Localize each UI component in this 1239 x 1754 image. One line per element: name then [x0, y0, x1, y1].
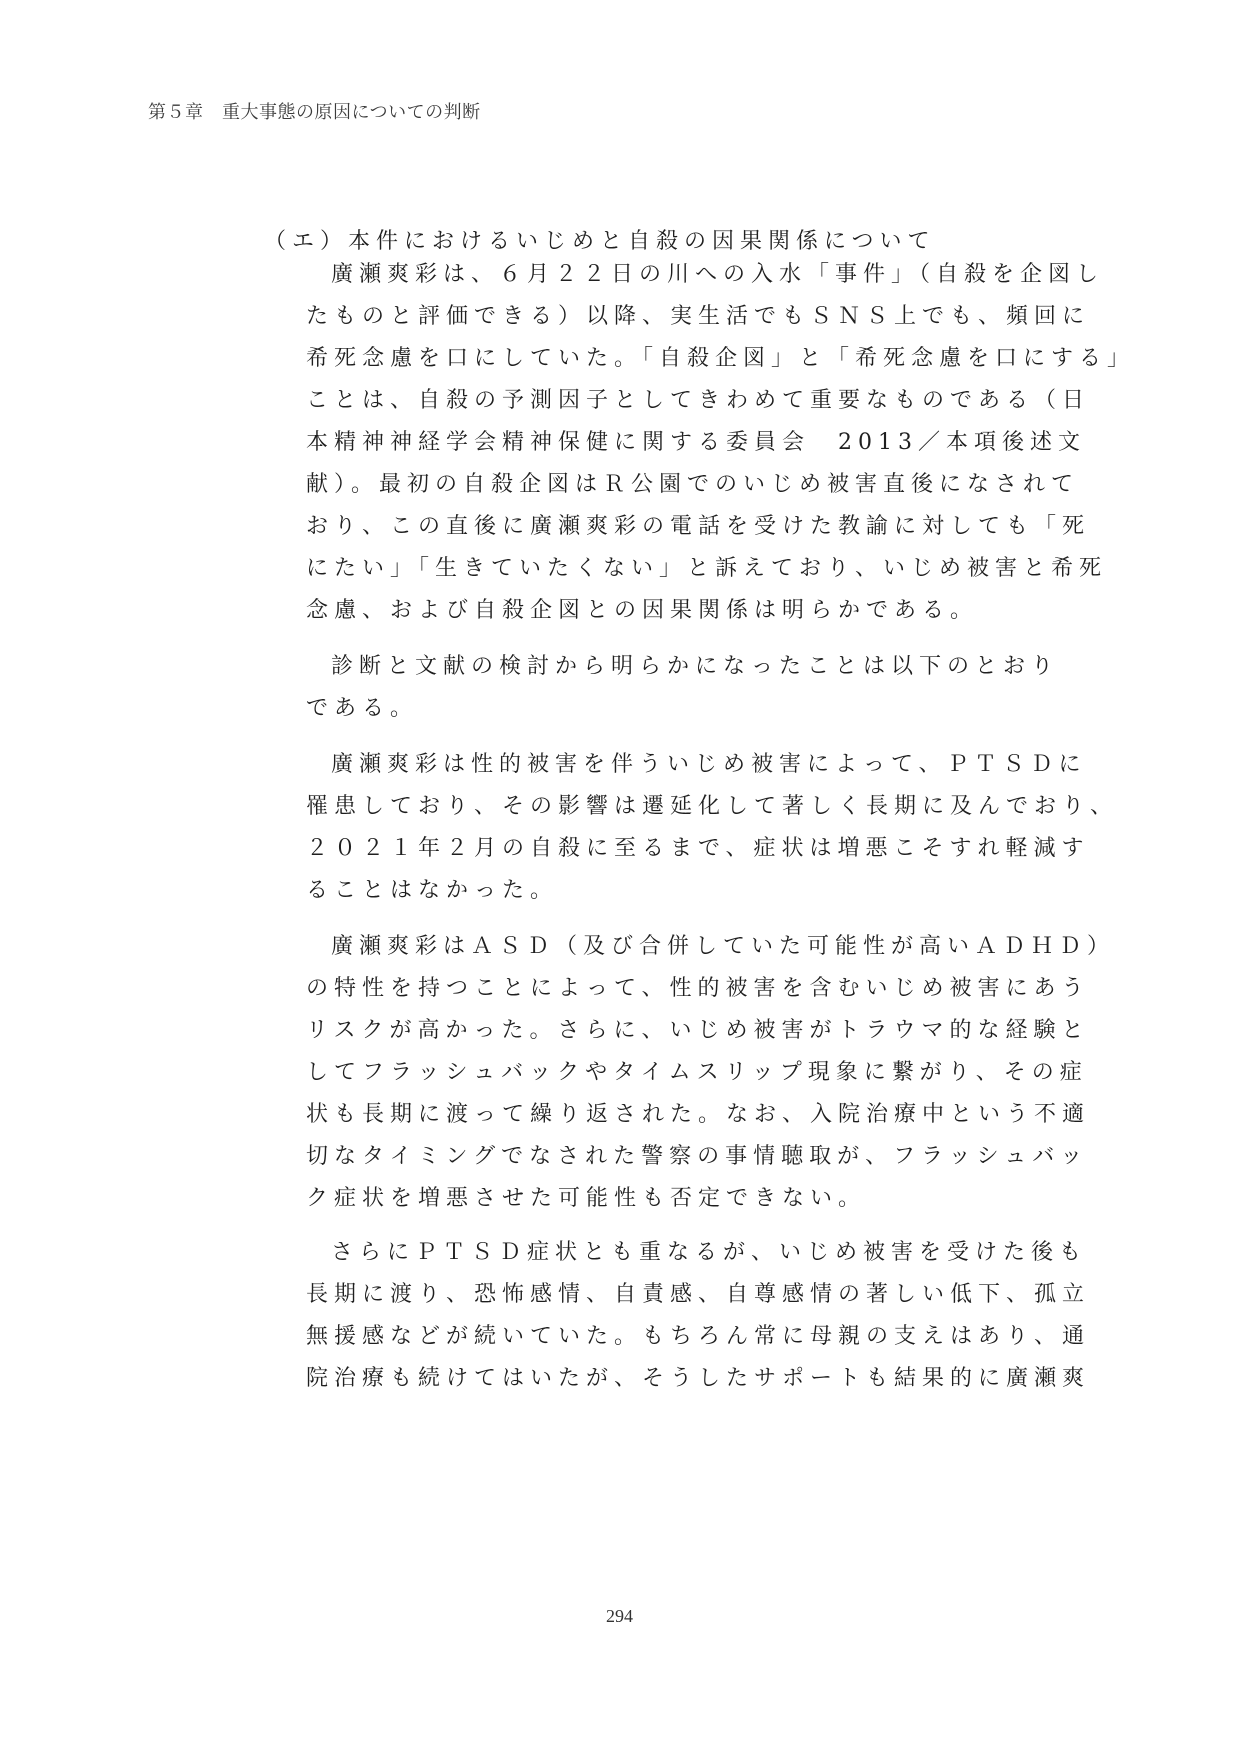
- paragraph-3-line-1: 廣瀬爽彩は性的被害を伴ういじめ被害によって、ＰＴＳＤに: [331, 752, 1087, 777]
- paragraph-1-line-9: 念慮、および自殺企図との因果関係は明らかである。: [306, 598, 979, 623]
- paragraph-4-line-5: 状も長期に渡って繰り返された。なお、入院治療中という不適: [306, 1102, 1091, 1127]
- paragraph-1-line-1: 廣瀬爽彩は、６月２２日の川への入水「事件」（自殺を企図し: [331, 262, 1105, 287]
- paragraph-4-line-2: の特性を持つことによって、性的被害を含むいじめ被害にあう: [306, 976, 1090, 1001]
- paragraph-4-line-7: ク症状を増悪させた可能性も否定できない。: [306, 1186, 867, 1211]
- paragraph-1-line-5: 本精神神経学会精神保健に関する委員会 2013／本項後述文: [306, 430, 1086, 455]
- paragraph-3-line-2: 罹患しており、その影響は遷延化して著しく長期に及んでおり、: [306, 794, 1119, 819]
- paragraph-1-line-2: たものと評価できる）以降、実生活でもＳＮＳ上でも、頻回に: [306, 304, 1091, 329]
- paragraph-1-line-8: にたい」「生きていたくない」と訴えており、いじめ被害と希死: [306, 556, 1108, 581]
- page-number: 294: [606, 1606, 633, 1626]
- paragraph-1-line-6: 献）。最初の自殺企図はＲ公園でのいじめ被害直後になされて: [306, 472, 1080, 497]
- paragraph-1-line-7: おり、この直後に廣瀬爽彩の電話を受けた教諭に対しても「死: [306, 514, 1091, 539]
- paragraph-4-line-1: 廣瀬爽彩はＡＳＤ（及び合併していた可能性が高いＡＤＨＤ）: [331, 934, 1116, 959]
- paragraph-4-line-6: 切なタイミングでなされた警察の事情聴取が、フラッシュバッ: [306, 1144, 1089, 1169]
- paragraph-1-line-3: 希死念慮を口にしていた。「自殺企図」と「希死念慮を口にする」: [306, 346, 1136, 371]
- paragraph-4-line-4: してフラッシュバックやタイムスリップ現象に繋がり、その症: [306, 1060, 1088, 1085]
- paragraph-2-line-1: 診断と文献の検討から明らかになったことは以下のとおり: [331, 654, 1060, 679]
- running-header: 第５章 重大事態の原因についての判断: [148, 102, 481, 123]
- paragraph-5-line-2: 長期に渡り、恐怖感情、自責感、自尊感情の著しい低下、孤立: [306, 1282, 1091, 1307]
- paragraph-5-line-1: さらにＰＴＳＤ症状とも重なるが、いじめ被害を受けた後も: [331, 1240, 1088, 1265]
- paragraph-2-line-2: である。: [306, 696, 419, 721]
- paragraph-1-line-4: ことは、自殺の予測因子としてきわめて重要なものである（日: [306, 388, 1091, 413]
- paragraph-5-line-4: 院治療も続けてはいたが、そうしたサポートも結果的に廣瀬爽: [306, 1366, 1091, 1391]
- paragraph-5-line-3: 無援感などが続いていた。もちろん常に母親の支えはあり、通: [306, 1324, 1091, 1349]
- section-heading: （エ）本件におけるいじめと自殺の因果関係について: [264, 229, 936, 254]
- paragraph-3-line-4: ることはなかった。: [306, 878, 559, 903]
- paragraph-4-line-3: リスクが高かった。さらに、いじめ被害がトラウマ的な経験と: [306, 1018, 1090, 1043]
- paragraph-3-line-3: ２０２１年２月の自殺に至るまで、症状は増悪こそすれ軽減す: [306, 836, 1090, 861]
